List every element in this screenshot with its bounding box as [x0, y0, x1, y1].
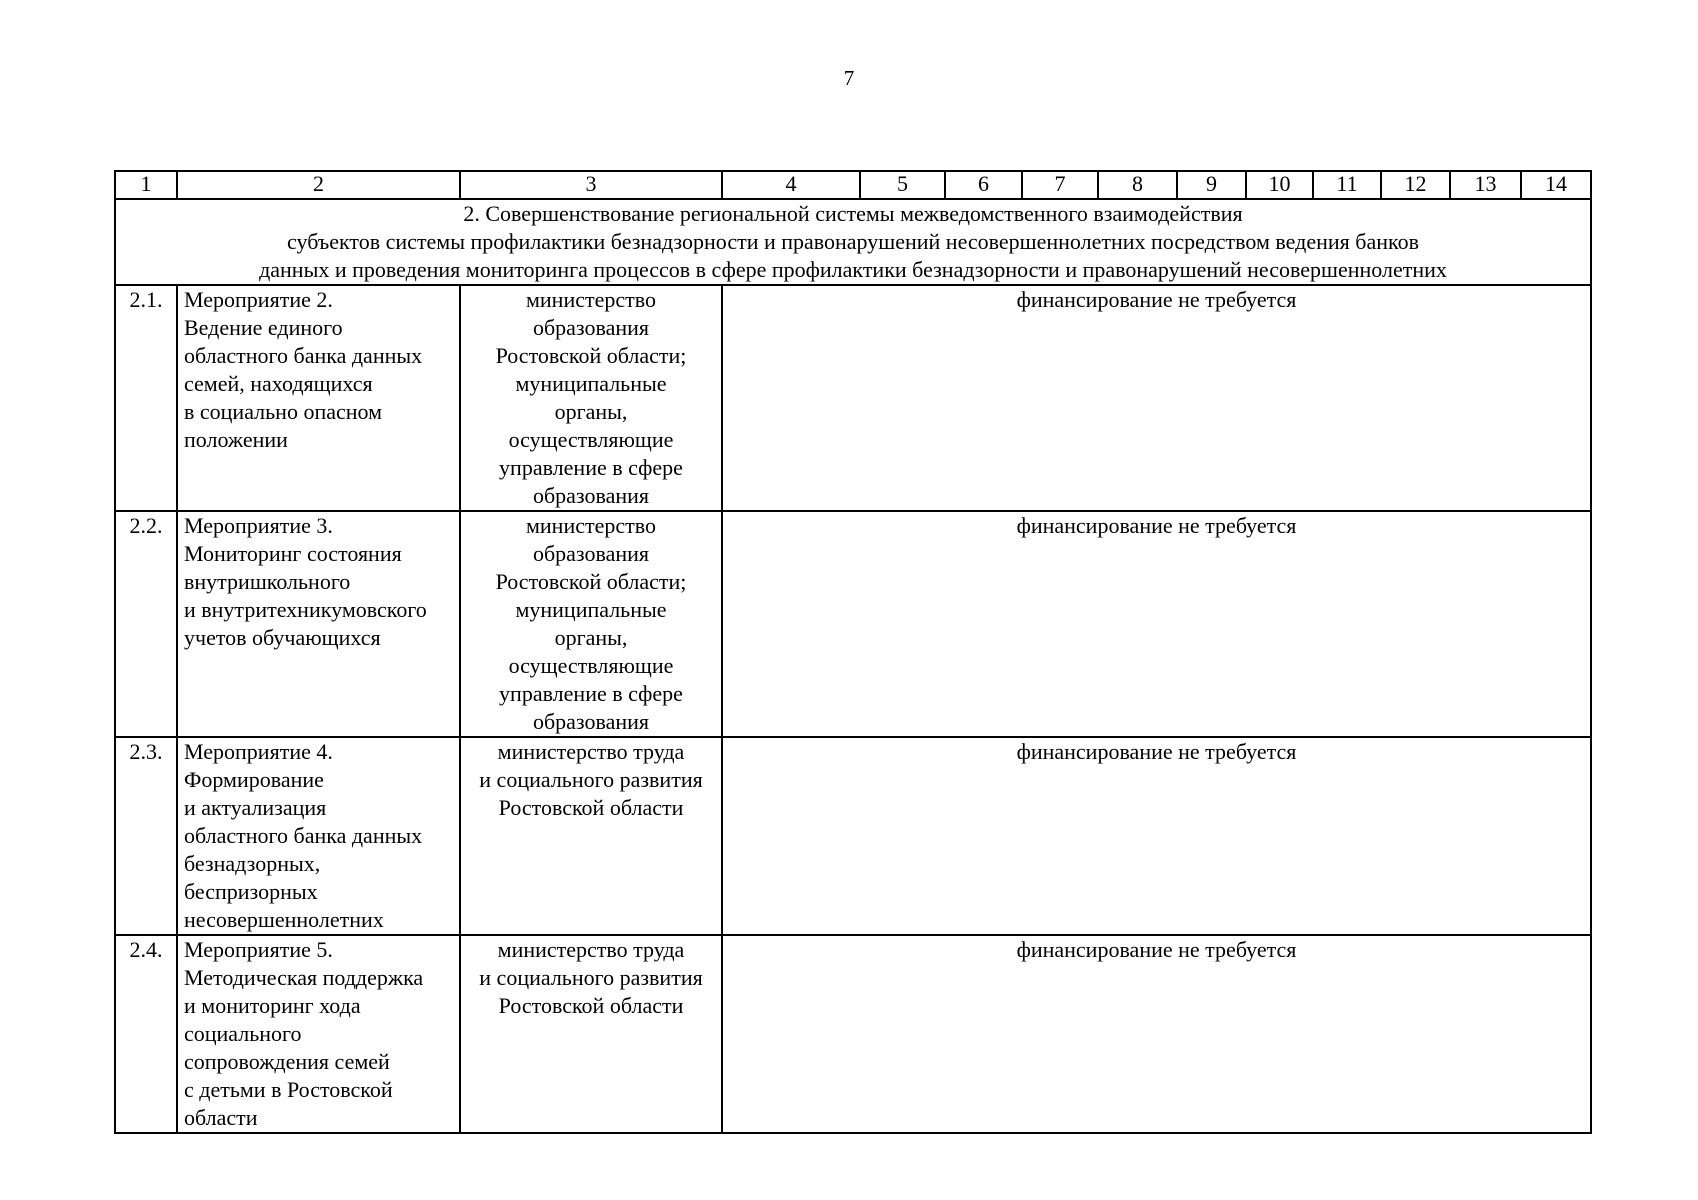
- column-number: 13: [1450, 171, 1521, 199]
- executor-line: осуществляющие: [508, 653, 674, 678]
- table-row: [115, 285, 1591, 511]
- column-number: 1: [115, 171, 177, 199]
- event-line: Методическая поддержка: [184, 965, 424, 990]
- column-number: 9: [1177, 171, 1246, 199]
- event-line: и актуализация: [184, 795, 327, 820]
- page-number: 7: [843, 66, 855, 90]
- column-number: 10: [1246, 171, 1313, 199]
- event-line: в социально опасном: [184, 399, 383, 424]
- section-title: [115, 199, 1591, 285]
- funding-cell: финансирование не требуется: [722, 737, 1591, 935]
- event-line: и мониторинг хода: [184, 993, 361, 1018]
- column-number: 4: [722, 171, 860, 199]
- executor-line: образования: [532, 483, 650, 508]
- event-line: положении: [184, 427, 288, 452]
- event-line: безнадзорных,: [184, 851, 321, 876]
- event-line: с детьми в Ростовской: [184, 1077, 393, 1102]
- event-cell: [177, 511, 460, 737]
- executor-line: управление в сфере: [499, 681, 683, 706]
- executor-line: Ростовской области: [498, 993, 684, 1018]
- event-line: семей, находящихся: [184, 371, 373, 396]
- event-cell: [177, 285, 460, 511]
- column-number: 3: [460, 171, 722, 199]
- funding-cell: финансирование не требуется: [722, 285, 1591, 511]
- event-line: Ведение единого: [184, 315, 343, 340]
- event-line: областного банка данных: [184, 823, 423, 848]
- executor-line: Ростовской области: [498, 795, 684, 820]
- event-line: областного банка данных: [184, 343, 423, 368]
- table-row: [115, 511, 1591, 737]
- event-line: Мероприятие 2.: [184, 287, 333, 312]
- section-title-line: 2. Совершенствование региональной системы межведомственного взаимодействия: [463, 201, 1243, 226]
- table-row: [115, 935, 1591, 1133]
- event-line: Мероприятие 3.: [184, 513, 333, 538]
- executor-cell: [460, 935, 722, 1133]
- executor-line: образования: [532, 315, 650, 340]
- executor-line: Ростовской области;: [495, 569, 687, 594]
- executor-line: образования: [532, 709, 650, 734]
- event-line: внутришкольного: [184, 569, 351, 594]
- executor-line: министерство труда: [497, 739, 685, 764]
- executor-line: муниципальные: [515, 371, 667, 396]
- executor-line: министерство: [525, 287, 656, 312]
- column-number: 14: [1521, 171, 1591, 199]
- event-cell: [177, 935, 460, 1133]
- column-number: 5: [860, 171, 945, 199]
- row-number: 2.3.: [115, 737, 177, 935]
- event-line: Мероприятие 4.: [184, 739, 333, 764]
- event-cell: [177, 737, 460, 935]
- executor-line: министерство: [525, 513, 656, 538]
- executor-line: органы,: [554, 399, 628, 424]
- executor-line: и социального развития: [479, 767, 703, 792]
- column-number: 8: [1098, 171, 1177, 199]
- program-table: [114, 170, 1592, 1134]
- executor-line: муниципальные: [515, 597, 667, 622]
- event-line: Формирование: [184, 767, 324, 792]
- event-line: Мероприятие 5.: [184, 937, 333, 962]
- section-row: [115, 199, 1591, 285]
- column-number-row: [115, 171, 1591, 199]
- event-line: беспризорных: [184, 879, 318, 904]
- executor-line: управление в сфере: [499, 455, 683, 480]
- event-line: и внутритехникумовского: [184, 597, 427, 622]
- row-number: 2.2.: [115, 511, 177, 737]
- executor-cell: [460, 511, 722, 737]
- column-number: 12: [1381, 171, 1450, 199]
- event-line: Мониторинг состояния: [184, 541, 402, 566]
- funding-cell: финансирование не требуется: [722, 935, 1591, 1133]
- column-number: 11: [1313, 171, 1381, 199]
- executor-line: органы,: [554, 625, 628, 650]
- column-number: 7: [1022, 171, 1098, 199]
- event-line: несовершеннолетних: [184, 907, 384, 932]
- section-title-line: субъектов системы профилактики безнадзорности и правонарушений несовершеннолетних посредством ведения банков: [287, 229, 1419, 254]
- column-number: 6: [945, 171, 1022, 199]
- row-number: 2.1.: [115, 285, 177, 511]
- row-number: 2.4.: [115, 935, 177, 1133]
- event-line: социального: [184, 1021, 302, 1046]
- executor-cell: [460, 285, 722, 511]
- funding-cell: финансирование не требуется: [722, 511, 1591, 737]
- event-line: учетов обучающихся: [184, 625, 381, 650]
- event-line: области: [184, 1105, 258, 1130]
- executor-line: осуществляющие: [508, 427, 674, 452]
- section-title-line: данных и проведения мониторинга процессов в сфере профилактики безнадзорности и правонарушений несовершеннолетних: [259, 257, 1447, 282]
- event-line: сопровождения семей: [184, 1049, 390, 1074]
- executor-line: Ростовской области;: [495, 343, 687, 368]
- executor-cell: [460, 737, 722, 935]
- executor-line: и социального развития: [479, 965, 703, 990]
- column-number: 2: [177, 171, 460, 199]
- table-row: [115, 737, 1591, 935]
- executor-line: министерство труда: [497, 937, 685, 962]
- executor-line: образования: [532, 541, 650, 566]
